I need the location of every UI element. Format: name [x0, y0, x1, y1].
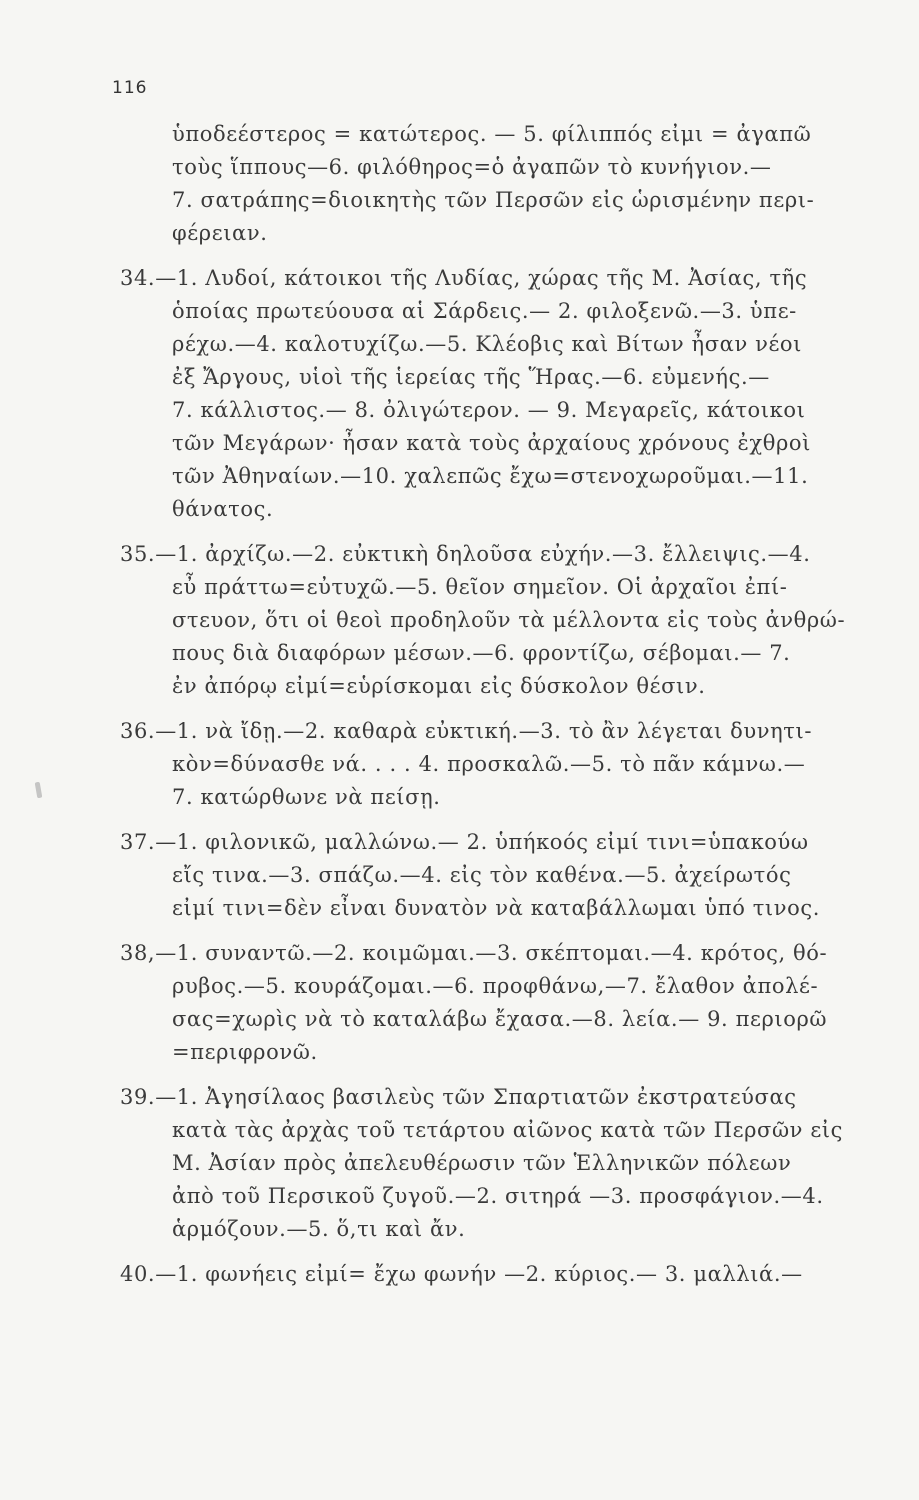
text-line: Μ. Ἀσίαν πρὸς ἀπελευθέρωσιν τῶν Ἑλληνικῶν πόλεων: [172, 1151, 792, 1175]
text-line: ὑποδεέστερος = κατώτερος. — 5. φίλιππός εἰμι = ἀγαπῶ: [172, 122, 812, 146]
entry-34: [120, 262, 880, 526]
text-line: εἰμί τινι=δὲν εἶναι δυνατὸν νὰ καταβάλλωμαι ὑπό τινος.: [172, 896, 821, 920]
text-line: ἐν ἀπόρῳ εἰμί=εὑρίσκομαι εἰς δύσκολον θέσιν.: [172, 674, 706, 698]
text-line: 7. κατώρθωνε νὰ πείσῃ.: [172, 785, 441, 809]
text-line: στευον, ὅτι οἱ θεοὶ προδηλοῦν τὰ μέλλοντα εἰς τοὺς ἀνθρώ-: [172, 608, 846, 632]
text-line: 7. σατράπης=διοικητὴς τῶν Περσῶν εἰς ὡρισμένην περι-: [172, 188, 815, 212]
text-line: =περιφρονῶ.: [172, 1040, 318, 1064]
text-line: 40.—1. φωνήεις εἰμί= ἔχω φωνήν —2. κύριος.— 3. μαλλιά.—: [120, 1262, 803, 1286]
text-line: 39.—1. Ἀγησίλαος βασιλεὺς τῶν Σπαρτιατῶν ἐκστρατεύσας: [120, 1085, 797, 1109]
entry-36: [120, 715, 880, 814]
text-line: ρυβος.—5. κουράζομαι.—6. προφθάνω,—7. ἔλαθον ἀπολέ-: [172, 974, 819, 998]
text-line: σας=χωρὶς νὰ τὸ καταλάβω ἔχασα.—8. λεία.— 9. περιορῶ: [172, 1007, 828, 1031]
entry-40: [120, 1258, 880, 1291]
text-line: ὁποίας πρωτεύουσα αἱ Σάρδεις.— 2. φιλοξενῶ.—3. ὑπε-: [172, 299, 797, 323]
text-line: τοὺς ἵππους—6. φιλόθηρος=ὁ ἀγαπῶν τὸ κυνήγιον.—: [172, 155, 772, 179]
text-line: ρέχω.—4. καλοτυχίζω.—5. Κλέοβις καὶ Βίτων ἦσαν νέοι: [172, 332, 803, 356]
text-line: ἁρμόζουν.—5. ὅ,τι καὶ ἄν.: [172, 1217, 466, 1241]
entry-37: [120, 826, 880, 925]
entry-35: [120, 538, 880, 703]
entry-continuation: [120, 118, 880, 250]
text-line: εἴς τινα.—3. σπάζω.—4. εἰς τὸν καθένα.—5. ἀχείρωτός: [172, 863, 792, 887]
text-line: πους διὰ διαφόρων μέσων.—6. φροντίζω, σέβομαι.— 7.: [172, 641, 791, 665]
text-line: φέρειαν.: [172, 221, 268, 245]
text-line: 7. κάλλιστος.— 8. ὀλιγώτερον. — 9. Μεγαρεῖς, κάτοικοι: [172, 398, 806, 422]
glossary-text: [120, 118, 880, 1291]
text-line: 36.—1. νὰ ἴδῃ.—2. καθαρὰ εὐκτική.—3. τὸ ἂν λέγεται δυνητι-: [120, 719, 813, 743]
text-line: ἐξ Ἄργους, υἱοὶ τῆς ἱερείας τῆς Ἥρας.—6. εὐμενής.—: [172, 365, 770, 389]
entry-39: [120, 1081, 880, 1246]
text-line: κατὰ τὰς ἀρχὰς τοῦ τετάρτου αἰῶνος κατὰ τῶν Περσῶν εἰς: [172, 1118, 843, 1142]
text-line: ἀπὸ τοῦ Περσικοῦ ζυγοῦ.—2. σιτηρά —3. προσφάγιον.—4.: [172, 1184, 824, 1208]
page-number: 116: [112, 78, 148, 98]
text-line: εὖ πράττω=εὐτυχῶ.—5. θεῖον σημεῖον. Οἱ ἀρχαῖοι ἐπί-: [172, 575, 788, 599]
entry-38: [120, 937, 880, 1069]
text-line: κὸν=δύνασθε νά. . . . 4. προσκαλῶ.—5. τὸ πᾶν κάμνω.—: [172, 752, 806, 776]
text-line: τῶν Μεγάρων· ἦσαν κατὰ τοὺς ἀρχαίους χρόνους ἐχθροὶ: [172, 431, 811, 455]
text-line: 35.—1. ἀρχίζω.—2. εὐκτικὴ δηλοῦσα εὐχήν.—3. ἔλλειψις.—4.: [120, 542, 811, 566]
text-line: τῶν Ἀθηναίων.—10. χαλεπῶς ἔχω=στενοχωροῦμαι.—11.: [172, 464, 809, 488]
text-line: 38,—1. συναντῶ.—2. κοιμῶμαι.—3. σκέπτομαι.—4. κρότος, θό-: [120, 941, 828, 965]
text-line: 37.—1. φιλονικῶ, μαλλώνω.— 2. ὑπήκοός εἰμί τινι=ὑπακούω: [120, 830, 809, 854]
text-line: θάνατος.: [172, 497, 274, 521]
ink-speck: [35, 782, 43, 799]
text-line: 34.—1. Λυδοί, κάτοικοι τῆς Λυδίας, χώρας τῆς Μ. Ἀσίας, τῆς: [120, 266, 808, 290]
